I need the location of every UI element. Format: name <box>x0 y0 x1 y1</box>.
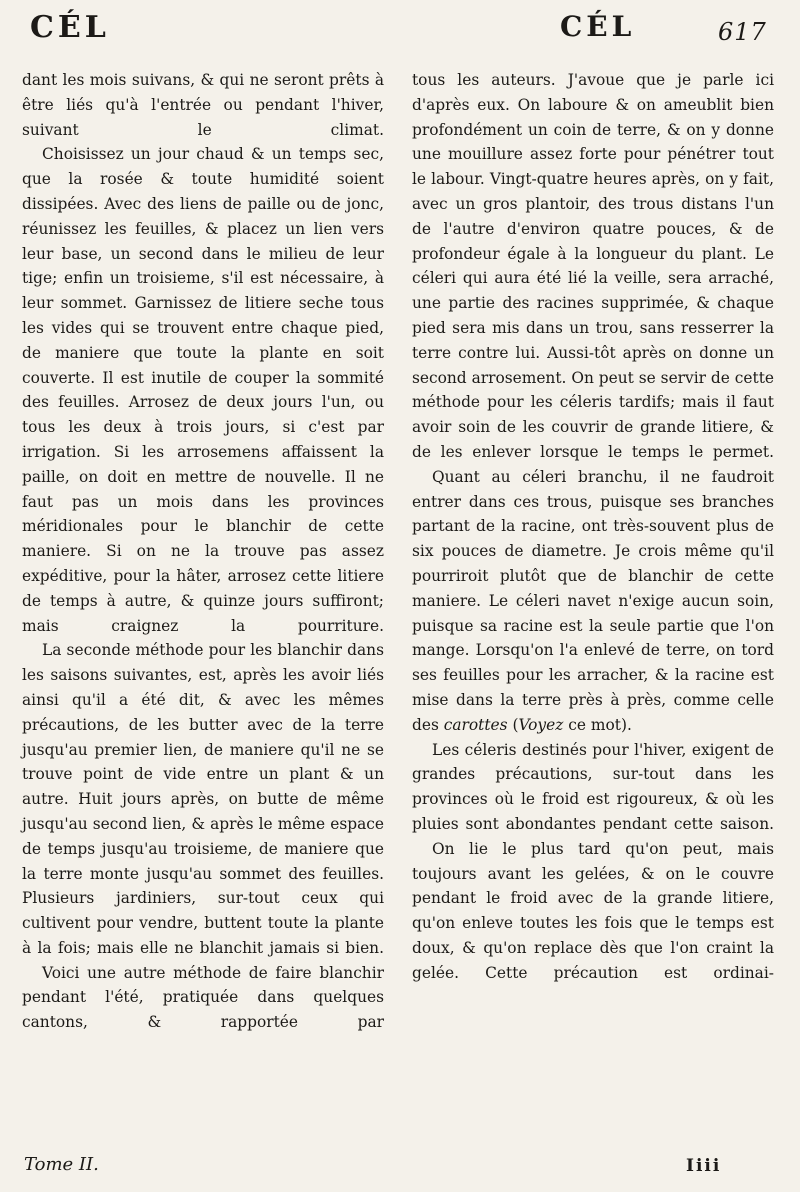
cross-reference-tail: ce mot <box>568 715 621 734</box>
italic-term: carottes <box>443 715 508 734</box>
paragraph: Voici une autre méthode de faire blanchir pendant l'été, pratiquée dans quelques cantons, & rapportée par <box>22 963 384 1032</box>
paragraph: La seconde méthode pour les blanchir dans les saisons suivantes, est, après les avoir liés ainsi qu'il a été dit, & avec les mêmes précautions, de les butter avec de la terre jusqu'au premier lien, de maniere qu'il ne se trouve point de vide entre un plant & un autre. Huit jours après, on butte de même jusqu'au second lien, & après le même espace de temps jusqu'au troisieme, de maniere que la terre monte jusqu'au sommet des feuilles. Plusieurs jardiniers, sur-tout ceux qui cultivent pour vendre, buttent toute la plante à la fois; mais elle ne blanchit jamais si bien. <box>22 641 384 957</box>
right-column <box>412 68 774 985</box>
paragraph: dant les mois suivans, & qui ne seront prêts à être liés qu'à l'entrée ou pendant l'hiver, suivant le climat. <box>22 71 384 139</box>
paragraph: Choisissez un jour chaud & un temps sec, que la rosée & toute humidité soient dissipées. Avec des liens de paille ou de jonc, réunissez les feuilles, & placez un lien vers leur base, un second dans le milieu de leur tige; enfin un troisieme, s'il est nécessaire, à leur sommet. Garnissez de litiere seche tous les vides qui se trouvent entre chaque pied, de maniere que toute la plante en soit couverte. Il est inutile de couper la sommité des feuilles. Arrosez de deux jours l'un, ou tous les deux à trois jours, si c'est par irrigation. Si les arrosemens affaissent la paille, on doit en mettre de nouvelle. Il ne faut pas un mois dans les provinces méridionales pour le blanchir de cette maniere. Si on ne la trouve pas assez expéditive, pour la hâter, arrosez cette litiere de temps à autre, & quinze jours suffiront; mais craignez la pourriture. <box>22 145 384 635</box>
running-head-left: CÉL <box>30 10 110 45</box>
paragraph-text: Quant au céleri branchu, il ne faudroit entrer dans ces trous, puisque ses branches partant de la racine, ont très-souvent plus de six pouces de diametre. Je crois même qu'il pourriroit plutôt que de blanchir de cette maniere. Le céleri navet n'exige aucun soin, puisque sa racine est la seule partie que l'on mange. Lorsqu'on l'a enlevé de terre, on tord ses feuilles pour les arracher, & la racine est mise dans la terre près à près, comme celle des <box>412 467 774 734</box>
paragraph: tous les auteurs. J'avoue que je parle ici d'après eux. On laboure & on ameublit bien profondément un coin de terre, & on y donne une mouillure assez forte pour pénétrer tout le labour. Vingt-quatre heures après, on y fait, avec un gros plantoir, des trous distans l'un de l'autre d'environ quatre pouces, & de profondeur égale à la longueur du plant. Le céleri qui aura été lié la veille, sera arraché, une partie des racines supprimée, & chaque pied sera mis dans un trou, sans resserrer la terre contre lui. Aussi-tôt après on donne un second arrosement. On peut se servir de cette méthode pour les céleris tardifs; mais il faut avoir soin de les couvrir de grande litiere, & de les enlever lorsque le temps le permet. <box>412 71 774 461</box>
paragraph: On lie le plus tard qu'on peut, mais toujours avant les gelées, & on le couvre pendant le froid avec de la grande litiere, qu'on enleve toutes les fois que le temps est doux, & qu'on replace dès que l'on craint la gelée. Cette précaution est ordinai- <box>412 839 774 982</box>
paragraph: Quant au céleri branchu, il ne faudroit entrer dans ces trous, puisque ses branches partant de la racine, ont très-souvent plus de six pouces de diametre. Je crois même qu'il pourriroit plutôt que de blanchir de cette maniere. Le céleri navet n'exige aucun soin, puisque sa racine est la seule partie que l'on mange. Lorsqu'on l'a enlevé de terre, on tord ses feuilles pour les arracher, & la racine est mise dans la terre près à près, comme celle des carottes (Voyez ce mot). <box>412 467 774 734</box>
signature-mark: Iiii <box>686 1156 722 1176</box>
volume-label: Tome II. <box>24 1154 99 1175</box>
left-column <box>22 68 384 1035</box>
page-number: 617 <box>718 18 767 46</box>
running-head-right: CÉL <box>560 10 636 43</box>
paragraph: Les céleris destinés pour l'hiver, exigent de grandes précautions, sur-tout dans les provinces où le froid est rigoureux, & où les pluies sont abondantes pendant cette saison. <box>412 740 774 833</box>
cross-reference: Voyez <box>518 715 564 734</box>
